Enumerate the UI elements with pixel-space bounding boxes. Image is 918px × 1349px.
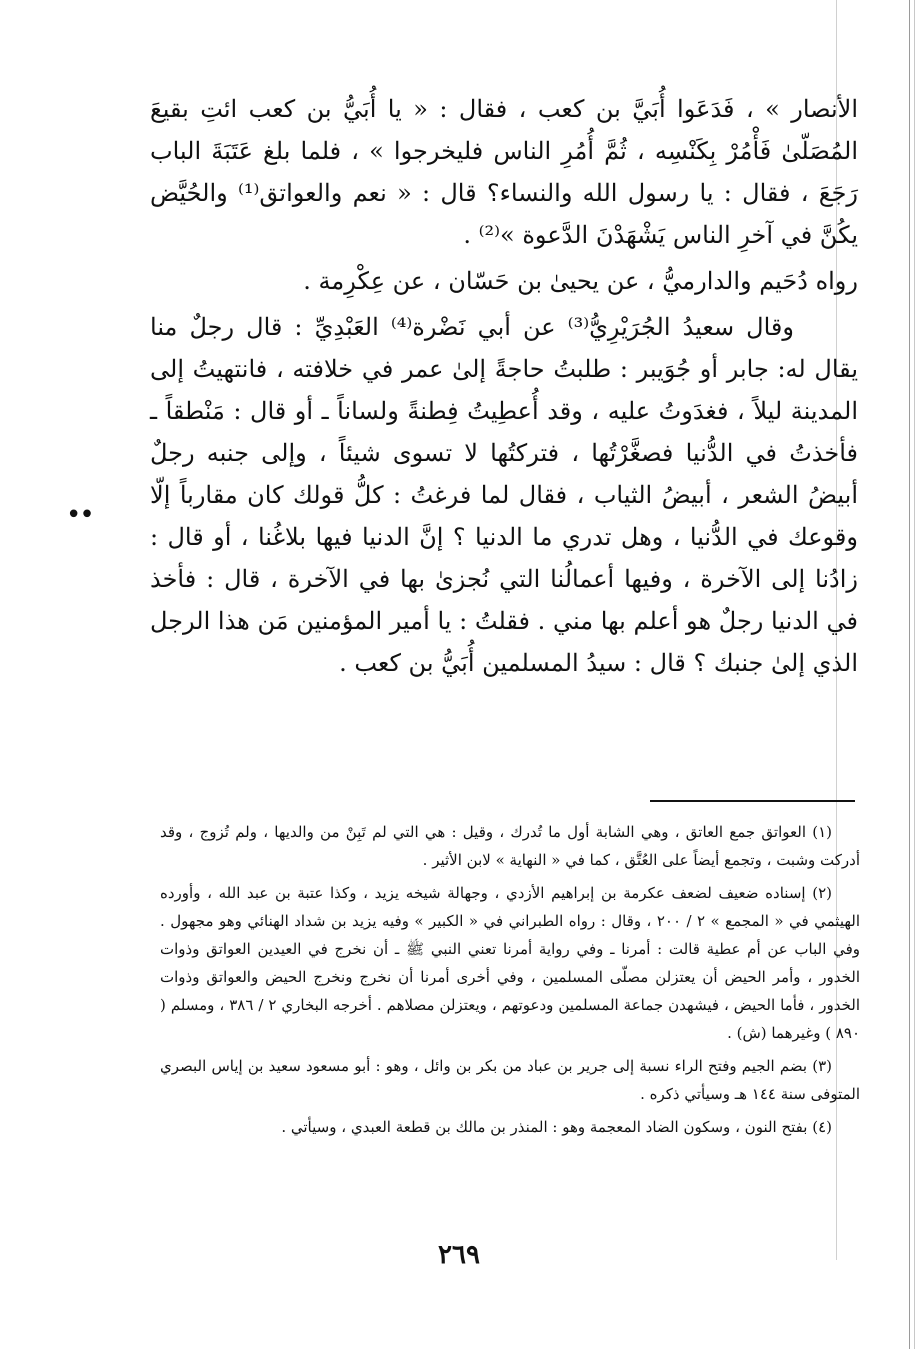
- paragraph: وقال سعيدُ الجُرَيْرِيُّ⁽³⁾ عن أبي نَضْرة⁽⁴⁾ العَبْدِيِّ : قال رجلٌ منا يقال له: جابر أو جُوَيبر : طلبتُ حاجةً إلىٰ عمر في خلافته ، فانتهيتُ إلى المدينة ليلاً ، فغدَوتُ عليه ، وقد أُعطِيتُ فِطنةً ولساناً ـ أو قال : مَنْطقاً ـ فأخذتُ في الدُّنيا فصغَّرْتُها ، فتركتُها لا تسوى شيئاً ، وإلى جنبه رجلٌ أبيضُ الشعر ، أبيضُ الثياب ، فقال لما فرغتُ : كلُّ قولك كان مقارباً إلّا وقوعك في الدُّنيا ، وهل تدري ما الدنيا ؟ إنَّ الدنيا فيها بلاغُنا ، أو قال : زادُنا إلى الآخرة ، وفيها أعمالُنا التي نُجزىٰ بها في الآخرة ، قال : فأخذ في الدنيا رجلٌ هو أعلم بها مني . فقلتُ : يا أمير المؤمنين مَن هذا الرجل الذي إلىٰ جنبك ؟ قال : سيدُ المسلمين أُبَيُّ بن كعب .: [150, 313, 858, 677]
- footnote: (٢) إسناده ضعيف لضعف عكرمة بن إبراهيم الأزدي ، وجهالة شيخه يزيد ، وكذا عتبة بن عبد الله ، وأورده الهيثمي في « المجمع » ٢ / ٢٠٠ ، وقال : رواه الطبراني في « الكبير » وفيه يزيد بن شداد الهنائي وهو مجهول . وفي الباب عن أم عطية قالت : أمرنا ـ وفي رواية أمرنا تعني النبي ﷺ ـ أن نخرج في العيدين العواتق وذوات الخدور ، وأمر الحيض أن يعتزلن مصلّى المسلمين ، وفي أخرى أمرنا أن نخرج ونخرج الحيض والعواتق وذوات الخدور ، فأما الحيض ، فيشهدن جماعة المسلمين ودعوتهم ، ويعتزلن مصلاهم . أخرجه البخاري ٢ / ٣٨٦ ، ومسلم ( ٨٩٠ ) وغيرهما (ش) .: [160, 884, 860, 1042]
- scan-edge-line: [909, 0, 910, 1349]
- paragraph: الأنصار » ، فَدَعَوا أُبَيَّ بن كعب ، فقال : « يا أُبَيُّ بن كعب ائتِ بقيعَ المُصَلّىٰ فَأْمُرْ بِكَنْسِه ، ثُمَّ أُمُرِ الناس فليخرجوا » ، فلما بلغ عَتَبَةَ الباب رَجَعَ ، فقال : يا رسول الله والنساء؟ قال : « نعم والعواتق⁽¹⁾ والحُيَّض يكُنَّ في آخرِ الناس يَشْهَدْنَ الدَّعوة »⁽²⁾ .: [150, 95, 858, 249]
- scan-edge-line-outer: [914, 0, 915, 1349]
- main-text: [150, 88, 858, 684]
- footnote: (١) العواتق جمع العاتق ، وهي الشابة أول ما تُدرك ، وقيل : هي التي لم تَبِنْ من والديها ، ولم تُزوج ، وقد أدركت وشبت ، وتجمع أيضاً على العُتَّق ، كما في « النهاية » لابن الأثير .: [160, 823, 860, 869]
- page-number: ٢٦٩: [438, 1240, 480, 1270]
- footnote: (٣) بضم الجيم وفتح الراء نسبة إلى جرير بن عباد من بكر بن وائل ، وهو : أبو مسعود سعيد بن إياس البصري المتوفى سنة ١٤٤ هـ وسيأتي ذكره .: [160, 1057, 860, 1103]
- paragraph: رواه دُحَيم والدارميُّ ، عن يحيىٰ بن حَسّان ، عن عِكْرِمة .: [303, 267, 858, 295]
- margin-marks: ••: [66, 500, 93, 530]
- footnotes: [160, 818, 860, 1146]
- footnote: (٤) بفتح النون ، وسكون الضاد المعجمة وهو : المنذر بن مالك بن قطعة العبدي ، وسيأتي .: [281, 1118, 832, 1136]
- footnote-separator: [650, 800, 855, 802]
